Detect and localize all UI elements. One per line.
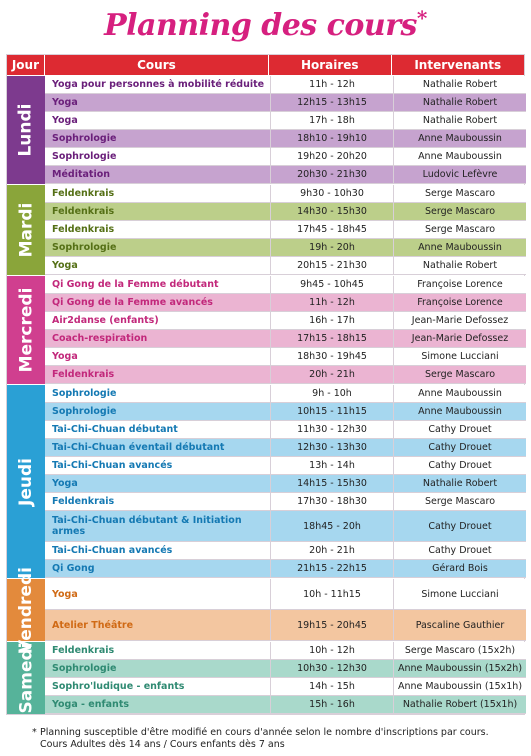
course-time: 16h - 17h — [270, 312, 393, 329]
course-teacher: Serge Mascaro — [393, 366, 526, 383]
table-row — [45, 560, 526, 578]
table-row — [45, 542, 526, 560]
day-label — [7, 642, 45, 714]
table-row — [45, 385, 526, 403]
table-row — [45, 660, 526, 678]
course-teacher: Anne Mauboussin (15x1h) — [393, 678, 526, 695]
course-time: 18h30 - 19h45 — [270, 348, 393, 365]
course-time: 11h - 12h — [270, 294, 393, 311]
course-name: Sophrologie — [52, 242, 117, 253]
course-name: Sophrologie — [52, 406, 117, 417]
course-name: Atelier Théâtre — [52, 619, 134, 631]
course-name: Tai-Chi-Chuan débutant & Initiation armes — [52, 515, 242, 537]
day-label-text: Lundi — [16, 103, 37, 157]
table-row — [45, 76, 526, 94]
course-name: Yoga — [52, 588, 78, 600]
course-time: 17h45 - 18h45 — [270, 221, 393, 238]
course-teacher: Nathalie Robert — [393, 475, 526, 492]
day-label-text: Mardi — [16, 202, 36, 258]
table-header — [7, 55, 524, 75]
course-name: Feldenkrais — [52, 224, 115, 235]
course-teacher: Nathalie Robert — [393, 94, 526, 111]
day-label — [7, 385, 45, 578]
footnote-asterisk: * — [32, 727, 37, 738]
course-name: Yoga - enfants — [52, 699, 130, 710]
course-name: Sophro'ludique - enfants — [52, 681, 185, 692]
day-label — [7, 76, 45, 184]
course-name: Qi Gong de la Femme débutant — [52, 279, 219, 290]
course-name: Sophrologie — [52, 151, 117, 162]
days-container — [7, 75, 524, 714]
footnote-line-1: Planning susceptible d'être modifié en cours d'année selon le nombre d'inscriptions par cours. — [40, 727, 489, 738]
title-asterisk: * — [416, 6, 427, 30]
table-row — [45, 579, 526, 610]
course-teacher: Françoise Lorence — [393, 276, 526, 293]
course-time: 17h30 - 18h30 — [270, 493, 393, 510]
day-rows — [45, 642, 526, 714]
course-teacher: Serge Mascaro — [393, 493, 526, 510]
page-title — [0, 8, 531, 43]
course-name: Méditation — [52, 169, 110, 180]
course-name: Qi Gong de la Femme avancés — [52, 297, 213, 308]
course-time: 17h15 - 18h15 — [270, 330, 393, 347]
course-name: Yoga — [52, 115, 78, 126]
course-name: Air2danse (enfants) — [52, 315, 159, 326]
table-row — [45, 130, 526, 148]
table-row — [45, 312, 526, 330]
course-teacher: Anne Mauboussin (15x2h) — [393, 660, 526, 677]
table-row — [45, 185, 526, 203]
course-teacher: Nathalie Robert — [393, 76, 526, 93]
table-row — [45, 421, 526, 439]
table-row — [45, 642, 526, 660]
course-name: Yoga — [52, 351, 78, 362]
course-time: 20h - 21h — [270, 366, 393, 383]
course-teacher: Serge Mascaro — [393, 185, 526, 202]
day-rows — [45, 185, 526, 275]
course-time: 17h - 18h — [270, 112, 393, 129]
table-row — [45, 348, 526, 366]
course-time: 18h45 - 20h — [270, 511, 393, 541]
course-teacher: Anne Mauboussin — [393, 403, 526, 420]
course-teacher: Jean-Marie Defossez — [393, 330, 526, 347]
table-row — [45, 294, 526, 312]
course-name: Feldenkrais — [52, 369, 115, 380]
course-teacher: Nathalie Robert (15x1h) — [393, 696, 526, 713]
course-teacher: Nathalie Robert — [393, 257, 526, 274]
course-time: 20h15 - 21h30 — [270, 257, 393, 274]
day-block-jeudi — [7, 384, 524, 578]
table-row — [45, 148, 526, 166]
course-name: Feldenkrais — [52, 645, 115, 656]
course-time: 14h30 - 15h30 — [270, 203, 393, 220]
course-teacher: Serge Mascaro — [393, 221, 526, 238]
table-row — [45, 257, 526, 275]
table-row — [45, 475, 526, 493]
course-time: 10h30 - 12h30 — [270, 660, 393, 677]
course-teacher: Simone Lucciani — [393, 579, 526, 609]
table-row — [45, 696, 526, 714]
course-teacher: Anne Mauboussin — [393, 385, 526, 402]
course-time: 12h15 - 13h15 — [270, 94, 393, 111]
day-block-lundi — [7, 75, 524, 184]
course-time: 14h - 15h — [270, 678, 393, 695]
course-name: Tai-Chi-Chuan avancés — [52, 460, 173, 471]
course-time: 11h30 - 12h30 — [270, 421, 393, 438]
course-time: 9h45 - 10h45 — [270, 276, 393, 293]
day-block-samedi — [7, 641, 524, 714]
course-time: 9h30 - 10h30 — [270, 185, 393, 202]
course-teacher: Cathy Drouet — [393, 511, 526, 541]
header-teacher: Intervenants — [414, 58, 502, 72]
course-time: 19h20 - 20h20 — [270, 148, 393, 165]
course-teacher: Serge Mascaro (15x2h) — [393, 642, 526, 659]
course-teacher: Françoise Lorence — [393, 294, 526, 311]
header-time: Horaires — [269, 55, 392, 75]
course-name: Tai-Chi-Chuan débutant — [52, 424, 178, 435]
course-time: 11h - 12h — [270, 76, 393, 93]
course-teacher: Gérard Bois — [393, 560, 526, 577]
course-name: Feldenkrais — [52, 496, 115, 507]
course-teacher: Jean-Marie Defossez — [393, 312, 526, 329]
course-name: Yoga — [52, 260, 78, 271]
course-time: 20h - 21h — [270, 542, 393, 559]
day-label-text: Jeudi — [16, 457, 36, 506]
course-time: 21h15 - 22h15 — [270, 560, 393, 577]
course-teacher: Nathalie Robert — [393, 112, 526, 129]
table-row — [45, 403, 526, 421]
day-rows — [45, 579, 526, 641]
course-time: 18h10 - 19h10 — [270, 130, 393, 147]
header-course: Cours — [45, 55, 269, 75]
course-name: Yoga pour personnes à mobilité réduite — [52, 79, 265, 90]
course-name: Tai-Chi-Chuan éventail débutant — [52, 442, 225, 453]
table-row — [45, 610, 526, 641]
course-time: 9h - 10h — [270, 385, 393, 402]
course-name: Sophrologie — [52, 133, 117, 144]
table-row — [45, 276, 526, 294]
table-row — [45, 221, 526, 239]
table-row — [45, 493, 526, 511]
course-time: 12h30 - 13h30 — [270, 439, 393, 456]
course-name: Feldenkrais — [52, 188, 115, 199]
course-time: 13h - 14h — [270, 457, 393, 474]
table-row — [45, 511, 526, 542]
course-teacher: Cathy Drouet — [393, 457, 526, 474]
day-rows — [45, 276, 526, 384]
course-time: 10h - 12h — [270, 642, 393, 659]
day-rows — [45, 385, 526, 578]
day-block-mardi — [7, 184, 524, 275]
course-time: 14h15 - 15h30 — [270, 475, 393, 492]
course-teacher: Pascaline Gauthier — [393, 610, 526, 640]
table-row — [45, 457, 526, 475]
table-row — [45, 330, 526, 348]
table-row — [45, 439, 526, 457]
page-title-text: Planning des cours — [104, 8, 417, 43]
course-time: 20h30 - 21h30 — [270, 166, 393, 183]
course-time: 15h - 16h — [270, 696, 393, 713]
course-teacher: Anne Mauboussin — [393, 130, 526, 147]
course-time: 10h - 11h15 — [270, 579, 393, 609]
day-label-text: Vendredi — [16, 567, 37, 653]
course-teacher: Anne Mauboussin — [393, 148, 526, 165]
day-block-mercredi — [7, 275, 524, 384]
footnote — [32, 727, 520, 751]
schedule-table — [6, 54, 525, 715]
course-teacher: Simone Lucciani — [393, 348, 526, 365]
course-teacher: Cathy Drouet — [393, 542, 526, 559]
table-row — [45, 678, 526, 696]
table-row — [45, 366, 526, 384]
day-label — [7, 276, 45, 384]
day-rows — [45, 76, 526, 184]
table-row — [45, 112, 526, 130]
course-time: 19h - 20h — [270, 239, 393, 256]
header-day: Jour — [7, 55, 45, 75]
course-teacher: Ludovic Lefèvre — [393, 166, 526, 183]
course-name: Tai-Chi-Chuan avancés — [52, 545, 173, 556]
course-time: 10h15 - 11h15 — [270, 403, 393, 420]
footnote-line-2: Cours Adultes dès 14 ans / Cours enfants dès 7 ans — [40, 739, 285, 750]
table-row — [45, 166, 526, 184]
course-name: Qi Gong — [52, 563, 95, 574]
course-teacher: Anne Mauboussin — [393, 239, 526, 256]
course-teacher: Cathy Drouet — [393, 439, 526, 456]
course-name: Coach-respiration — [52, 333, 148, 344]
course-name: Yoga — [52, 478, 78, 489]
course-teacher: Cathy Drouet — [393, 421, 526, 438]
day-label-text: Samedi — [16, 642, 36, 714]
day-label-text: Mercredi — [16, 287, 37, 373]
table-row — [45, 94, 526, 112]
course-name: Feldenkrais — [52, 206, 115, 217]
day-label — [7, 185, 45, 275]
course-name: Sophrologie — [52, 388, 117, 399]
day-label — [7, 567, 45, 653]
course-name: Yoga — [52, 97, 78, 108]
course-name: Sophrologie — [52, 663, 117, 674]
course-time: 19h15 - 20h45 — [270, 610, 393, 640]
table-row — [45, 239, 526, 257]
course-teacher: Serge Mascaro — [393, 203, 526, 220]
table-row — [45, 203, 526, 221]
